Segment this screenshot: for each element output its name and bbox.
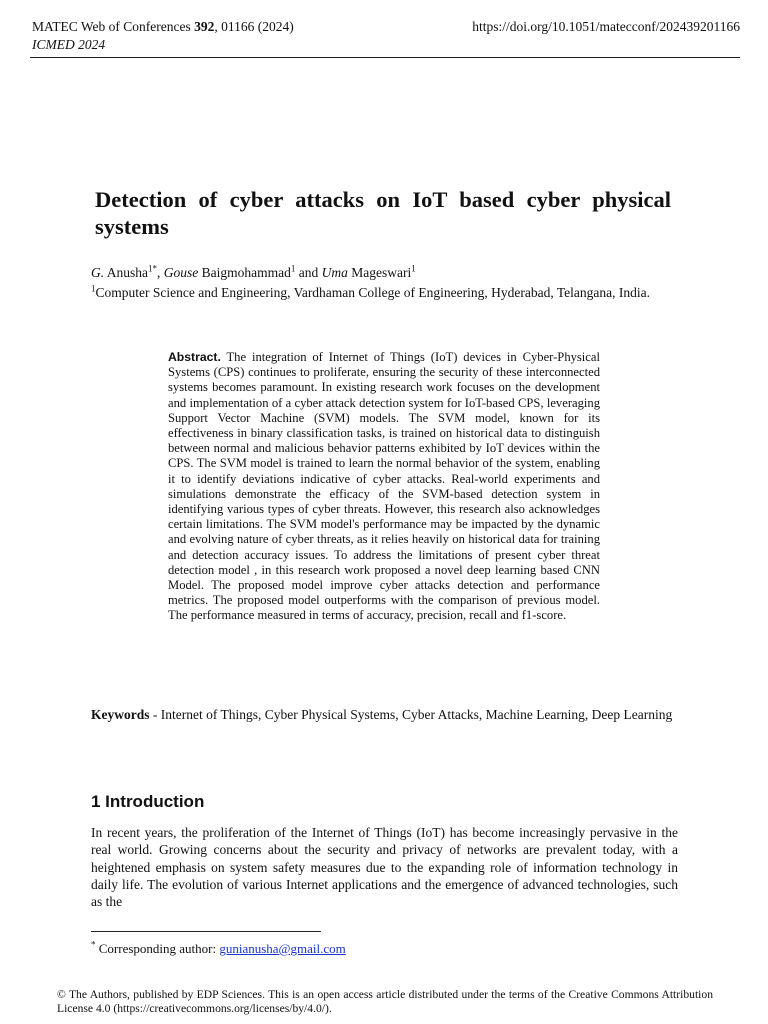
paper-title: Detection of cyber attacks on IoT based cyber physical systems [95, 187, 671, 239]
abstract-label: Abstract. [168, 350, 221, 364]
keywords-label: Keywords [91, 707, 150, 722]
header-divider [30, 57, 740, 58]
license-notice: © The Authors, published by EDP Sciences. This is an open access article distributed under the terms of the Creative Commons Attribution License 4.0 (https://creativecommons.org/licenses/by/4.0/). [57, 988, 713, 1015]
affiliation: $^1$Computer Science and Engineering, Vardhaman College of Engineering, Hyderabad, Telangana, India. [91, 283, 650, 300]
abstract-text: The integration of Internet of Things (IoT) devices in Cyber-Physical Systems (CPS) continues to proliferate, ensuring the security of these interconnected systems becomes paramount. In existing research work focuses on the development and implementation of a cyber attack detection system for IoT-based CPS, leveraging Support Vector Machine (SVM) models. The SVM model, known for its effectiveness in binary classification tasks, is trained on historical data to distinguish between normal and malicious behavior patterns exhibited by IoT devices within the CPS. The SVM model is trained to learn the normal behavior of the system, enabling it to identify deviations indicative of cyber attacks. Real-world experiments and simulations demonstrate the efficacy of the SVM-based detection system in identifying various types of cyber threats. However, this research also acknowledges certain limitations. The SVM model's performance may be impacted by the dynamic and evolving nature of cyber threats, as it relies heavily on historical data for training and detection accuracy issues. To address the limitations of present cyber threat detection model , in this research work proposed a novel deep learning based CNN Model. The proposed model improve cyber attacks detection and performance metrics. The proposed model outperforms with the comparison of previous model. The performance measured in terms of accuracy, precision, recall and f1-score. [168, 350, 600, 623]
volume-number: 392 [194, 19, 215, 34]
author-3: Uma Mageswari$^1$ [321, 263, 416, 280]
author-1: G. Anusha$^{1*}$ [91, 263, 157, 280]
keywords-text: - Internet of Things, Cyber Physical Systems, Cyber Attacks, Machine Learning, Deep Learning [149, 707, 673, 722]
author-list: G. Anusha$^{1*}$, Gouse Baigmohammad$^1$ and Uma Mageswari$^1$ [91, 263, 416, 280]
introduction-paragraph: In recent years, the proliferation of the Internet of Things (IoT) has become increasingly pervasive in the real world. Growing concerns about the security and privacy of networks are prevalent today, with a heightened emphasis on system safety measures due to the expanding role of information technology in daily life. The evolution of various Internet applications and the emergence of advanced technologies, such as the [91, 825, 678, 910]
abstract [168, 350, 600, 624]
email-link[interactable]: gunianusha@gmail.com [219, 941, 346, 956]
journal-citation: MATEC Web of Conferences 392, 01166 (2024) [32, 19, 294, 34]
footnote-divider [91, 931, 321, 932]
section-heading-introduction: 1 Introduction [91, 792, 205, 811]
footnote: * Corresponding author: gunianusha@gmail.com [91, 939, 346, 956]
author-2: Gouse Baigmohammad$^1$ [163, 263, 296, 280]
keywords [91, 706, 678, 724]
running-header-left [32, 18, 294, 54]
conference-name: ICMED 2024 [32, 37, 106, 52]
doi-link[interactable]: https://doi.org/10.1051/matecconf/202439201166 [472, 19, 740, 34]
